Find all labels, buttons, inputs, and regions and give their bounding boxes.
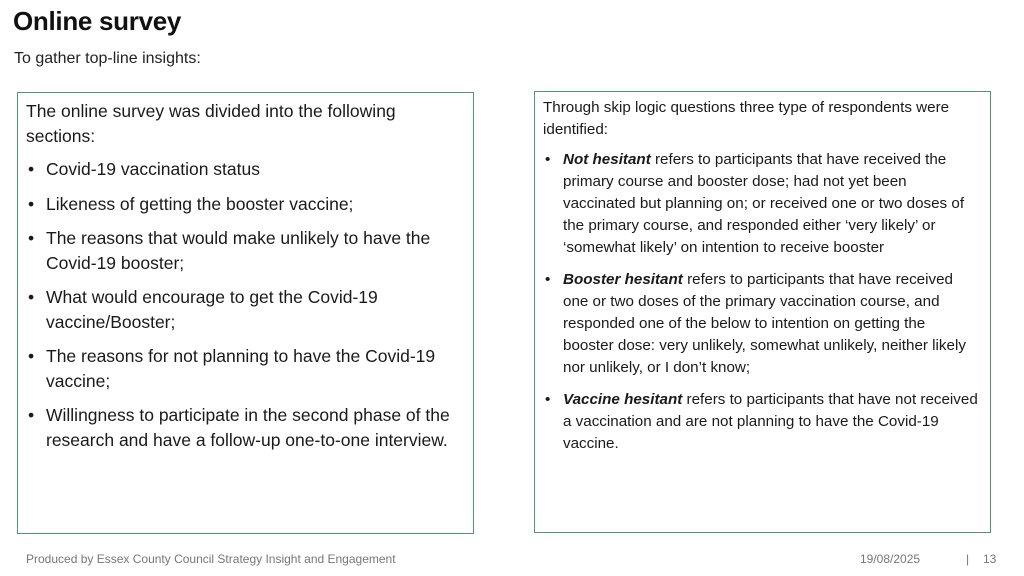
term-label: Vaccine hesitant <box>563 391 683 408</box>
term-label: Booster hesitant <box>563 271 683 288</box>
respondent-types-intro: Through skip logic questions three type of respondents were identified: <box>543 99 950 138</box>
list-item: • Covid-19 vaccination status <box>26 157 463 182</box>
footer-separator: | <box>966 552 970 566</box>
page-subtitle: To gather top-line insights: <box>14 50 201 67</box>
list-item: • Likeness of getting the booster vaccine; <box>26 192 463 217</box>
survey-sections-intro: The online survey was divided into the following sections: <box>26 101 396 146</box>
page-title: Online survey <box>13 6 182 36</box>
respondent-type-vaccine-hesitant <box>543 389 980 455</box>
respondent-type-not-hesitant <box>543 149 980 259</box>
survey-sections-box <box>17 92 474 534</box>
term-label: Not hesitant <box>563 151 651 168</box>
term-description: refers to participants that have received one or two doses of the primary vaccination course, and responded one of the below to intention on getting the booster dose: very unlikely, somewhat unlikely, neither likely nor unlikely, or I don’t know; <box>563 271 966 376</box>
footer-date: 19/08/2025 <box>860 552 921 566</box>
footer-producer: Produced by Essex County Council Strategy Insight and Engagement <box>26 552 396 566</box>
list-item: • What would encourage to get the Covid-19 vaccine/Booster; <box>26 285 463 334</box>
survey-sections-list <box>26 157 463 452</box>
list-item: • The reasons for not planning to have the Covid-19 vaccine; <box>26 344 463 393</box>
respondent-types-box <box>534 91 991 533</box>
footer-page-number: 13 <box>983 552 997 566</box>
list-item: • Willingness to participate in the second phase of the research and have a follow-up one-to-one interview. <box>26 403 463 452</box>
term-description: refers to participants that have not received a vaccination and are not planning to have the Covid-19 vaccine. <box>563 391 978 452</box>
respondent-types-list <box>543 149 980 455</box>
term-description: refers to participants that have received the primary course and booster dose; had not yet been vaccinated but planning on; or received one or two doses of the primary course, and responded either ‘very likely’ or ‘somewhat likely’ on intention to receive booster <box>563 151 965 256</box>
respondent-type-booster-hesitant <box>543 269 980 379</box>
list-item: • The reasons that would make unlikely to have the Covid-19 booster; <box>26 226 463 275</box>
